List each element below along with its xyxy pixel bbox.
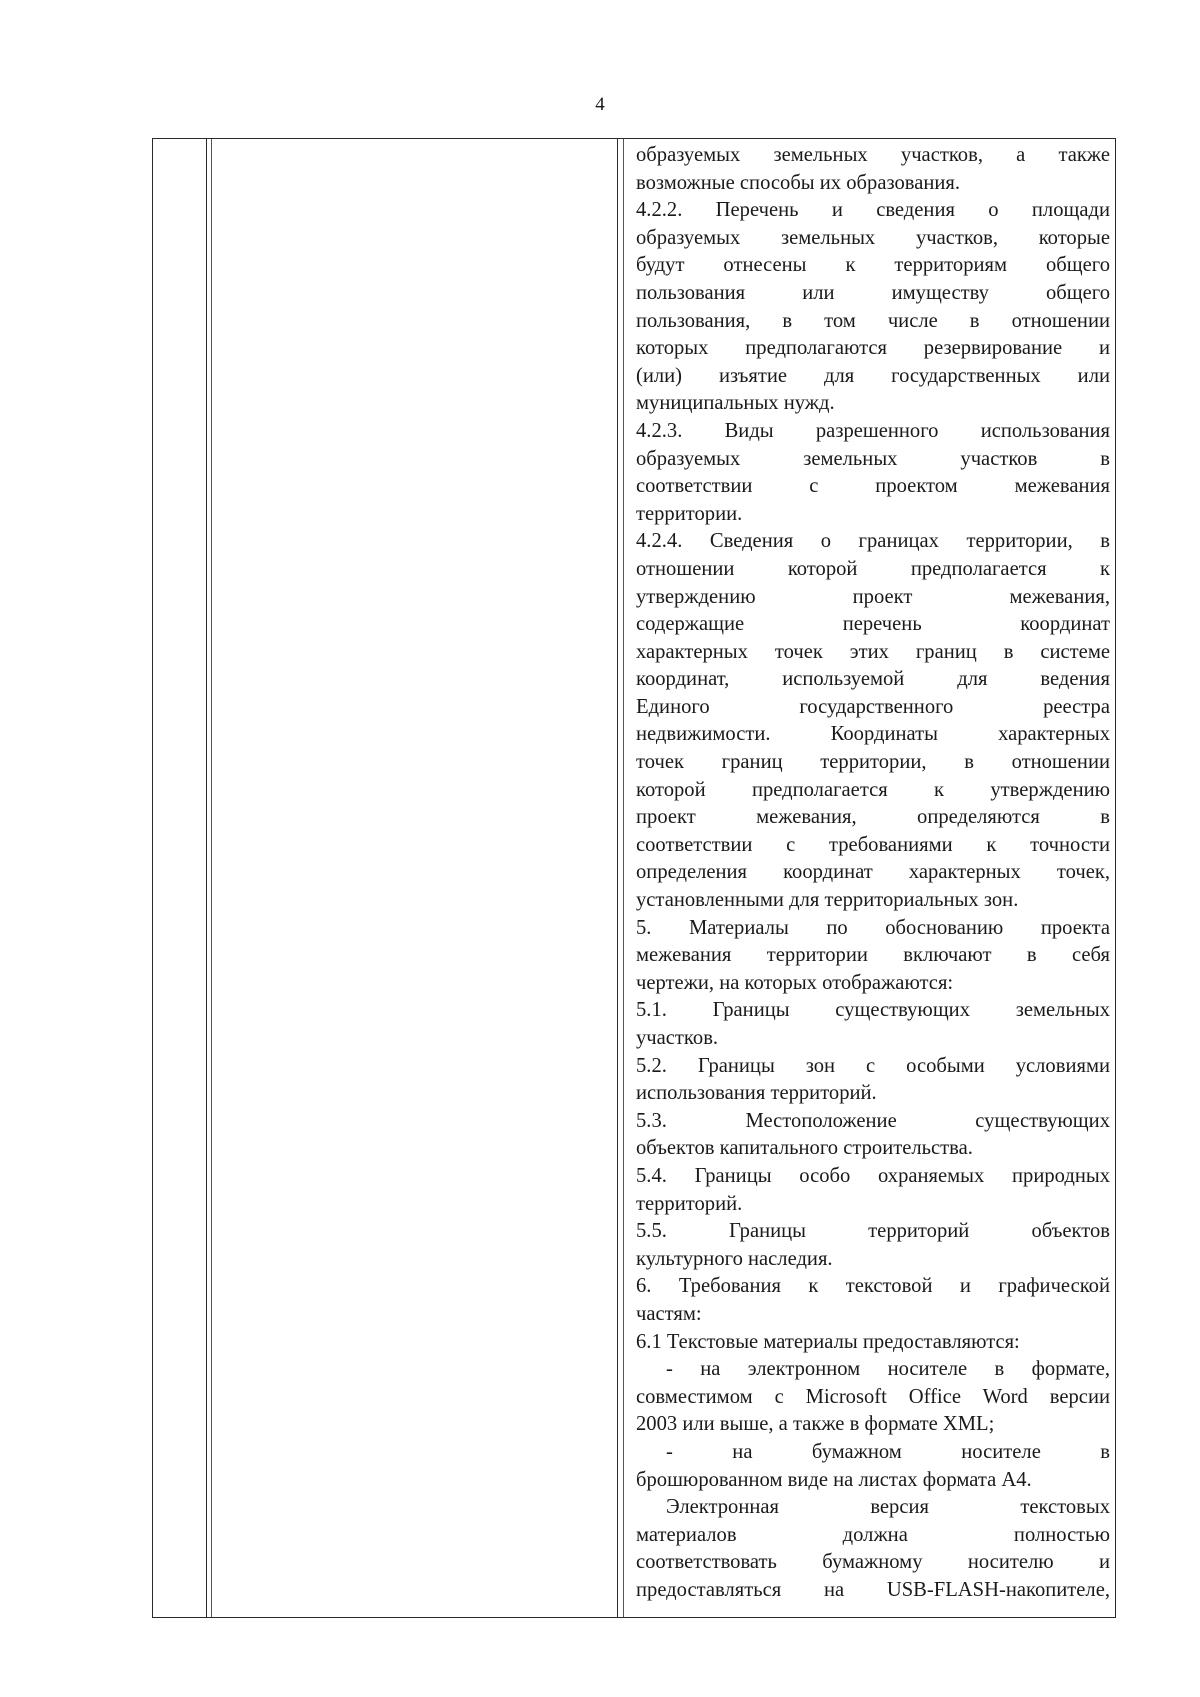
text-line: образуемых земельных участков, а также — [636, 144, 1110, 166]
text-line: которой предполагается к утверждению — [636, 778, 1110, 801]
text-line: определения координат характерных точек, — [636, 861, 1110, 884]
text-line: отношении которой предполагается к — [636, 557, 1110, 580]
text-line: частям: — [636, 1302, 702, 1325]
text-line: точек границ территории, в отношении — [636, 751, 1110, 774]
text-line: проект межевания, определяются в — [636, 806, 1110, 829]
text-line: которых предполагаются резервирование и — [636, 337, 1110, 360]
text-line: брошюрованном виде на листах формата А4. — [636, 1468, 1032, 1491]
text-line: использования территорий. — [636, 1082, 877, 1105]
text-line: (или) изъятие для государственных или — [636, 364, 1110, 387]
text-line: возможные способы их образования. — [636, 171, 961, 194]
column-divider — [206, 139, 207, 1617]
column-divider — [623, 139, 624, 1617]
text-line: утверждению проект межевания, — [636, 585, 1110, 608]
text-line: соответствии с проектом межевания — [636, 475, 1110, 498]
text-line: объектов капитального строительства. — [636, 1137, 973, 1160]
column-divider — [617, 139, 618, 1617]
text-line: будут отнесены к территориям общего — [636, 254, 1110, 277]
text-line: содержащие перечень координат — [636, 613, 1110, 636]
text-line: недвижимости. Координаты характерных — [636, 723, 1110, 746]
text-line: образуемых земельных участков в — [636, 447, 1110, 470]
text-line: межевания территории включают в себя — [636, 944, 1110, 967]
text-line: характерных точек этих границ в системе — [636, 640, 1110, 663]
text-line: 5.1. Границы существующих земельных — [636, 999, 1110, 1022]
text-line: - на бумажном носителе в — [666, 1440, 1110, 1463]
text-line: участков. — [636, 1027, 719, 1049]
text-line: 5.4. Границы особо охраняемых природных — [636, 1164, 1110, 1187]
text-line: 6.1 Текстовые материалы предоставляются: — [636, 1330, 1020, 1353]
text-line: - на электронном носителе в формате, — [666, 1358, 1110, 1381]
text-line: 4.2.2. Перечень и сведения о площади — [636, 199, 1110, 222]
text-line: пользования, в том числе в отношении — [636, 309, 1110, 332]
text-line: 5. Материалы по обоснованию проекта — [636, 916, 1110, 939]
text-line: образуемых земельных участков, которые — [636, 226, 1110, 249]
text-line: 5.5. Границы территорий объектов — [636, 1220, 1110, 1243]
text-line: культурного наследия. — [636, 1247, 833, 1270]
text-line: муниципальных нужд. — [636, 392, 835, 415]
text-line: совместимом с Microsoft Office Word версии — [636, 1385, 1110, 1408]
text-line: территории. — [636, 502, 743, 525]
column-divider — [211, 139, 212, 1617]
text-line: материалов должна полностью — [636, 1523, 1110, 1546]
text-line: 2003 или выше, а также в формате XML; — [636, 1413, 995, 1436]
text-line: территорий. — [636, 1192, 743, 1215]
page-number: 4 — [595, 94, 605, 115]
text-line: 4.2.4. Сведения о границах территории, в — [636, 530, 1110, 553]
text-line: соответствовать бумажному носителю и — [636, 1551, 1110, 1574]
text-line: соответствии с требованиями к точности — [636, 833, 1110, 856]
text-line: Единого государственного реестра — [636, 695, 1110, 718]
text-line: предоставляться на USB-FLASH-накопителе, — [636, 1578, 1110, 1601]
text-line: чертежи, на которых отображаются: — [636, 971, 954, 994]
text-line: пользования или имуществу общего — [636, 281, 1110, 304]
text-line: 4.2.3. Виды разрешенного использования — [636, 419, 1110, 442]
text-line: установленными для территориальных зон. — [636, 889, 1019, 912]
table-cell-content — [636, 142, 1110, 1604]
text-line: 6. Требования к текстовой и графической — [636, 1275, 1110, 1298]
text-line: координат, используемой для ведения — [636, 668, 1110, 691]
text-line: 5.2. Границы зон с особыми условиями — [636, 1054, 1110, 1077]
text-line: 5.3. Местоположение существующих — [636, 1109, 1110, 1132]
text-line: Электронная версия текстовых — [666, 1496, 1110, 1519]
